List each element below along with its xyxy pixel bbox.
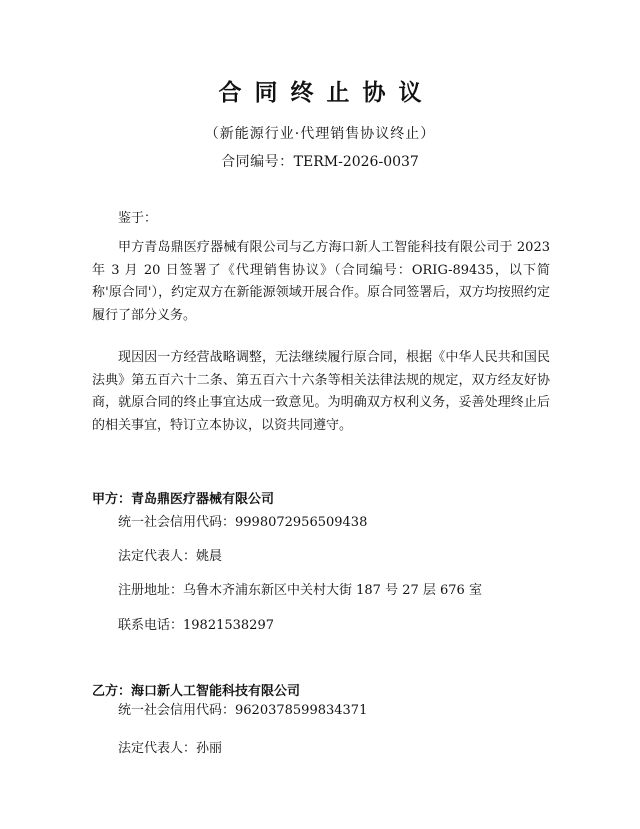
party-a-address: 注册地址：乌鲁木齐浦东新区中关村大街 187 号 27 层 676 室	[118, 583, 482, 598]
party-a-legal-rep: 法定代表人：姚晨	[118, 549, 223, 564]
document-title: 合同终止协议	[218, 80, 435, 106]
document-subtitle: （新能源行业·代理销售协议终止）	[204, 126, 436, 142]
contract-number-value: TERM-2026-0037	[293, 154, 419, 170]
party-b-heading: 乙方：海口新人工智能科技有限公司	[92, 684, 301, 699]
party-a-phone: 联系电话：19821538297	[118, 618, 274, 633]
whereas-label: 鉴于：	[118, 211, 158, 226]
contract-number-label: 合同编号：	[221, 154, 294, 170]
contract-number	[0, 151, 640, 171]
party-a-heading: 甲方：青岛鼎医疗器械有限公司	[92, 492, 275, 507]
party-b-legal-rep: 法定代表人：孙丽	[118, 741, 223, 756]
recital-paragraph-2: 现因因一方经营战略调整，无法继续履行原合同，根据《中华人民共和国民法典》第五百六十二条、第五百六十六条等相关法律法规的规定，双方经友好协商，就原合同的终止事宜达成一致意见。为明确双方权利义务，妥善处理终止后的相关事宜，特订立本协议，以资共同遵守。	[92, 350, 550, 433]
party-a-credit-code: 统一社会信用代码：9998072956509438	[118, 515, 368, 530]
party-b-credit-code: 统一社会信用代码：9620378599834371	[118, 703, 368, 718]
recital-paragraph-1: 甲方青岛鼎医疗器械有限公司与乙方海口新人工智能科技有限公司于 2023 年 3 月 20 日签署了《代理销售协议》（合同编号：ORIG-89435，以下简称'原合同'），约定双方在新能源领域开展合作。原合同签署后，双方均按照约定履行了部分义务。	[92, 240, 550, 323]
